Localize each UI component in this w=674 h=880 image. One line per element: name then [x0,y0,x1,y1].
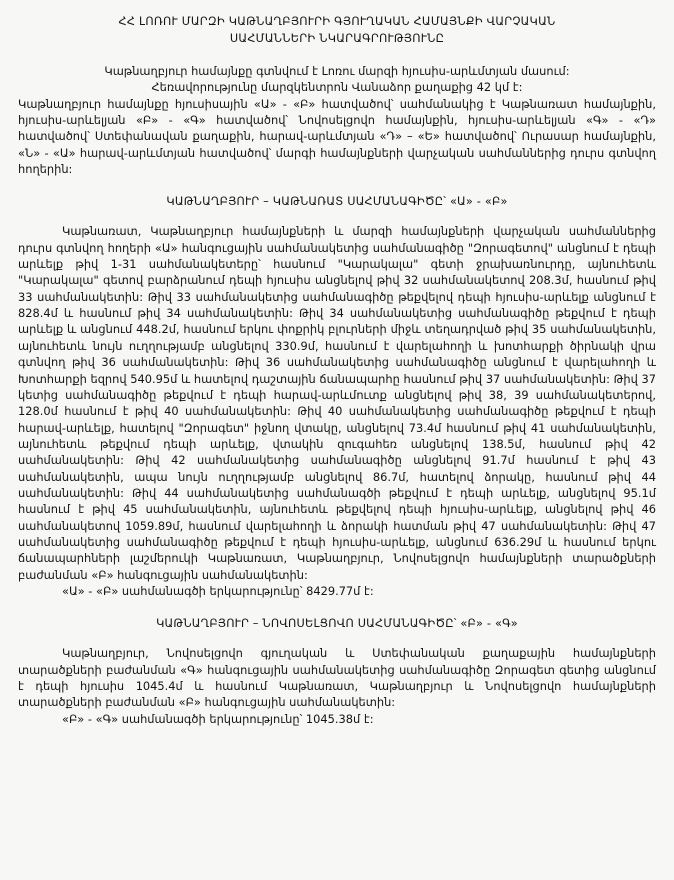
intro-paragraph: Կաթնաղբյուր համայնքը հյուսիսային «Ա» - «Բ» հատվածով՝ սահմանակից է Կաթնառատ համայնքին, հյուսիս-արևելյան «Բ» - «Գ» հատվածով՝ Նովոսելցովո համայնքին, հյուսիս-արևելյան «Գ» - «Դ» հատվածով՝ Ստեփանավան քաղաքին, հարավ-արևմտյան «Դ» – «Ե» հատվածով՝ Ուրասար համայնքին, «Ն» - «Ա» հարավ-արևմտյան հատվածով՝ մարգի համայնքների վարչական սահմաններից դուրս գտնվող հողերին: [18,96,656,177]
document-title [18,14,656,47]
document-title-line-2: ՍԱՀՄԱՆՆԵՐԻ ՆԿԱՐԱԳՐՈՒԹՅՈՒՆԸ [229,31,445,45]
section-heading-a-b: ԿԱԹՆԱՂԲՅՈՒՐ – ԿԱԹՆԱՌԱՏ ՍԱՀՄԱՆԱԳԻԾԸ՝ «Ա» - «Բ» [166,195,508,209]
section-total-a-b: «Ա» - «Բ» սահմանագծի երկարությունը՝ 8429.77մ է: [62,583,374,598]
intro-line-2: Հեռավորությունը մարզկենտրոն Վանաձոր քաղաքից 42 կմ է: [151,80,523,95]
document-title-line-1: ՀՀ ԼՈՌՈՒ ՄԱՐԶԻ ԿԱԹՆԱՂԲՅՈՒՐԻ ԳՅՈՒՂԱԿԱՆ ՀԱՄԱՅՆՔԻ ՎԱՐՉԱԿԱՆ [118,15,556,28]
intro-lines [18,63,656,96]
section-body-b-g: Կաթնաղբյուր, Նովոսելցովո գյուղական և Ստեփանական քաղաքային համայնքների տարածքների բաժանման «Գ» հանգուցային սահմանակետից սահմանագիծը Զորագետ գետից անցնում է դեպի հյուսիս 1045.4մ և հասնում Կաթնառատ, Կաթնաղբյուր և Նովոսելցովո համայնքների տարածքների բաժանման «Բ» հանգուցային սահմանակետին: [18,646,656,710]
section-total-b-g: «Բ» - «Գ» սահմանագծի երկարությունը՝ 1045.38մ է: [62,711,374,726]
intro-line-1: Կաթնաղբյուր համայնքը գտնվում է Լոռու մարզի հյուսիս-արևմտյան մասում: [104,64,570,78]
section-body-a-b: Կաթնառատ, Կաթնաղբյուր համայնքների և մարզի համայնքների վարչական սահմաններից դուրս գտնվող հողերի «Ա» հանգուցային սահմանակետից սահմանագիծը "Զորագետով" անցնում է դեպի արևելք թիվ 1-31 սահմանակետերը՝ հասնում "Կարակալա" գետի ջրախառնուրդը, այնուհետև "Կարակալա" գետով բարձրանում դեպի հյուսիս անցնելով թիվ 32 սահմանակետով 208.3մ, հասնում թիվ 33 սահմանակետին: Թիվ 33 սահմանակետից սահմանագիծը թեքվելով դեպի հյուսիս-արևելք անցնում է 828.4մ և հասնում թիվ 34 սահմանակետին: Թիվ 34 սահմանակետից սահմանագիծը թեքվում է դեպի արևելք և անցնում 448.2մ, հասնում երկու փոքրիկ բլուրների միջև տեղադրված թիվ 35 սահմանակետին, այնուհետև նույն ուղղությամբ անցնելով 330.9մ, հասնում է վարելահողի և խոտհարքի ծիրնակի վրա գտնվող թիվ 36 սահմանակետին: Թիվ 36 սահմանակետից սահմանագիծը անցնում է վարելահողի և Խոտհարքի եզրով 540.95մ և հատելով դաշտային ճանապարհը հասնում թիվ 37 սահմանակետին: Թիվ 37 կետից սահմանագիծը թեքվում է դեպի հարավ-արևմուտք անցնելով թիվ 38, 39 սահմանակետերով, 128.0մ հասնում է թիվ 40 սահմանակետին: Թիվ 40 սահմանակետից սահմանագիծը թեքվում է դեպի հարավ-արևելք, հատելով "Զորագետ" իջնող վտակը, անցնելով 73.4մ հասնում թիվ 41 սահմանակետին, այնուհետև թեքվում դեպի արևելք, վտակին զուգահեռ անցնելով 138.5մ, հասնում թիվ 42 սահմանակետին: Թիվ 42 սահմանակետից սահմանագիծը անցնելով 91.7մ հասնում է թիվ 43 սահմանակետին, ապա նույն ուղղությամբ անցնելով 86.7մ, հատելով ձորակը, հասնում թիվ 44 սահմանակետին: Թիվ 44 սահմանակետից սահմանագծի թեքվում է դեպի արևելք, անցնելով 95.1մ հասնում է թիվ 45 սահմանակետին, այնուհետև թեքվելով դեպի հյուսիս-արևելք, անցնելով թիվ 46 սահմանակետով 1059.89մ, հասնում վարելահողի և ձորակի հատման թիվ 47 սահմանակետին: Թիվ 47 սահմանակետից սահմանագիծը թեքվում է դեպի հյուսիս-արևելք, անցնում 636.29մ և հասնում երկու ճանապարհների լաշմերուկի Կաթնառատ, Կաթնաղբյուր, Նովոսելցովո համայնքների տարածքների բաժանման «Բ» հանգուցային սահմանակետին: [18,224,656,582]
section-heading-b-g: ԿԱԹՆԱՂԲՅՈՒՐ – ՆՈՎՈՍԵԼՑՈՎՈ ՍԱՀՄԱՆԱԳԻԾԸ՝ «Բ» - «Գ» [156,617,518,631]
